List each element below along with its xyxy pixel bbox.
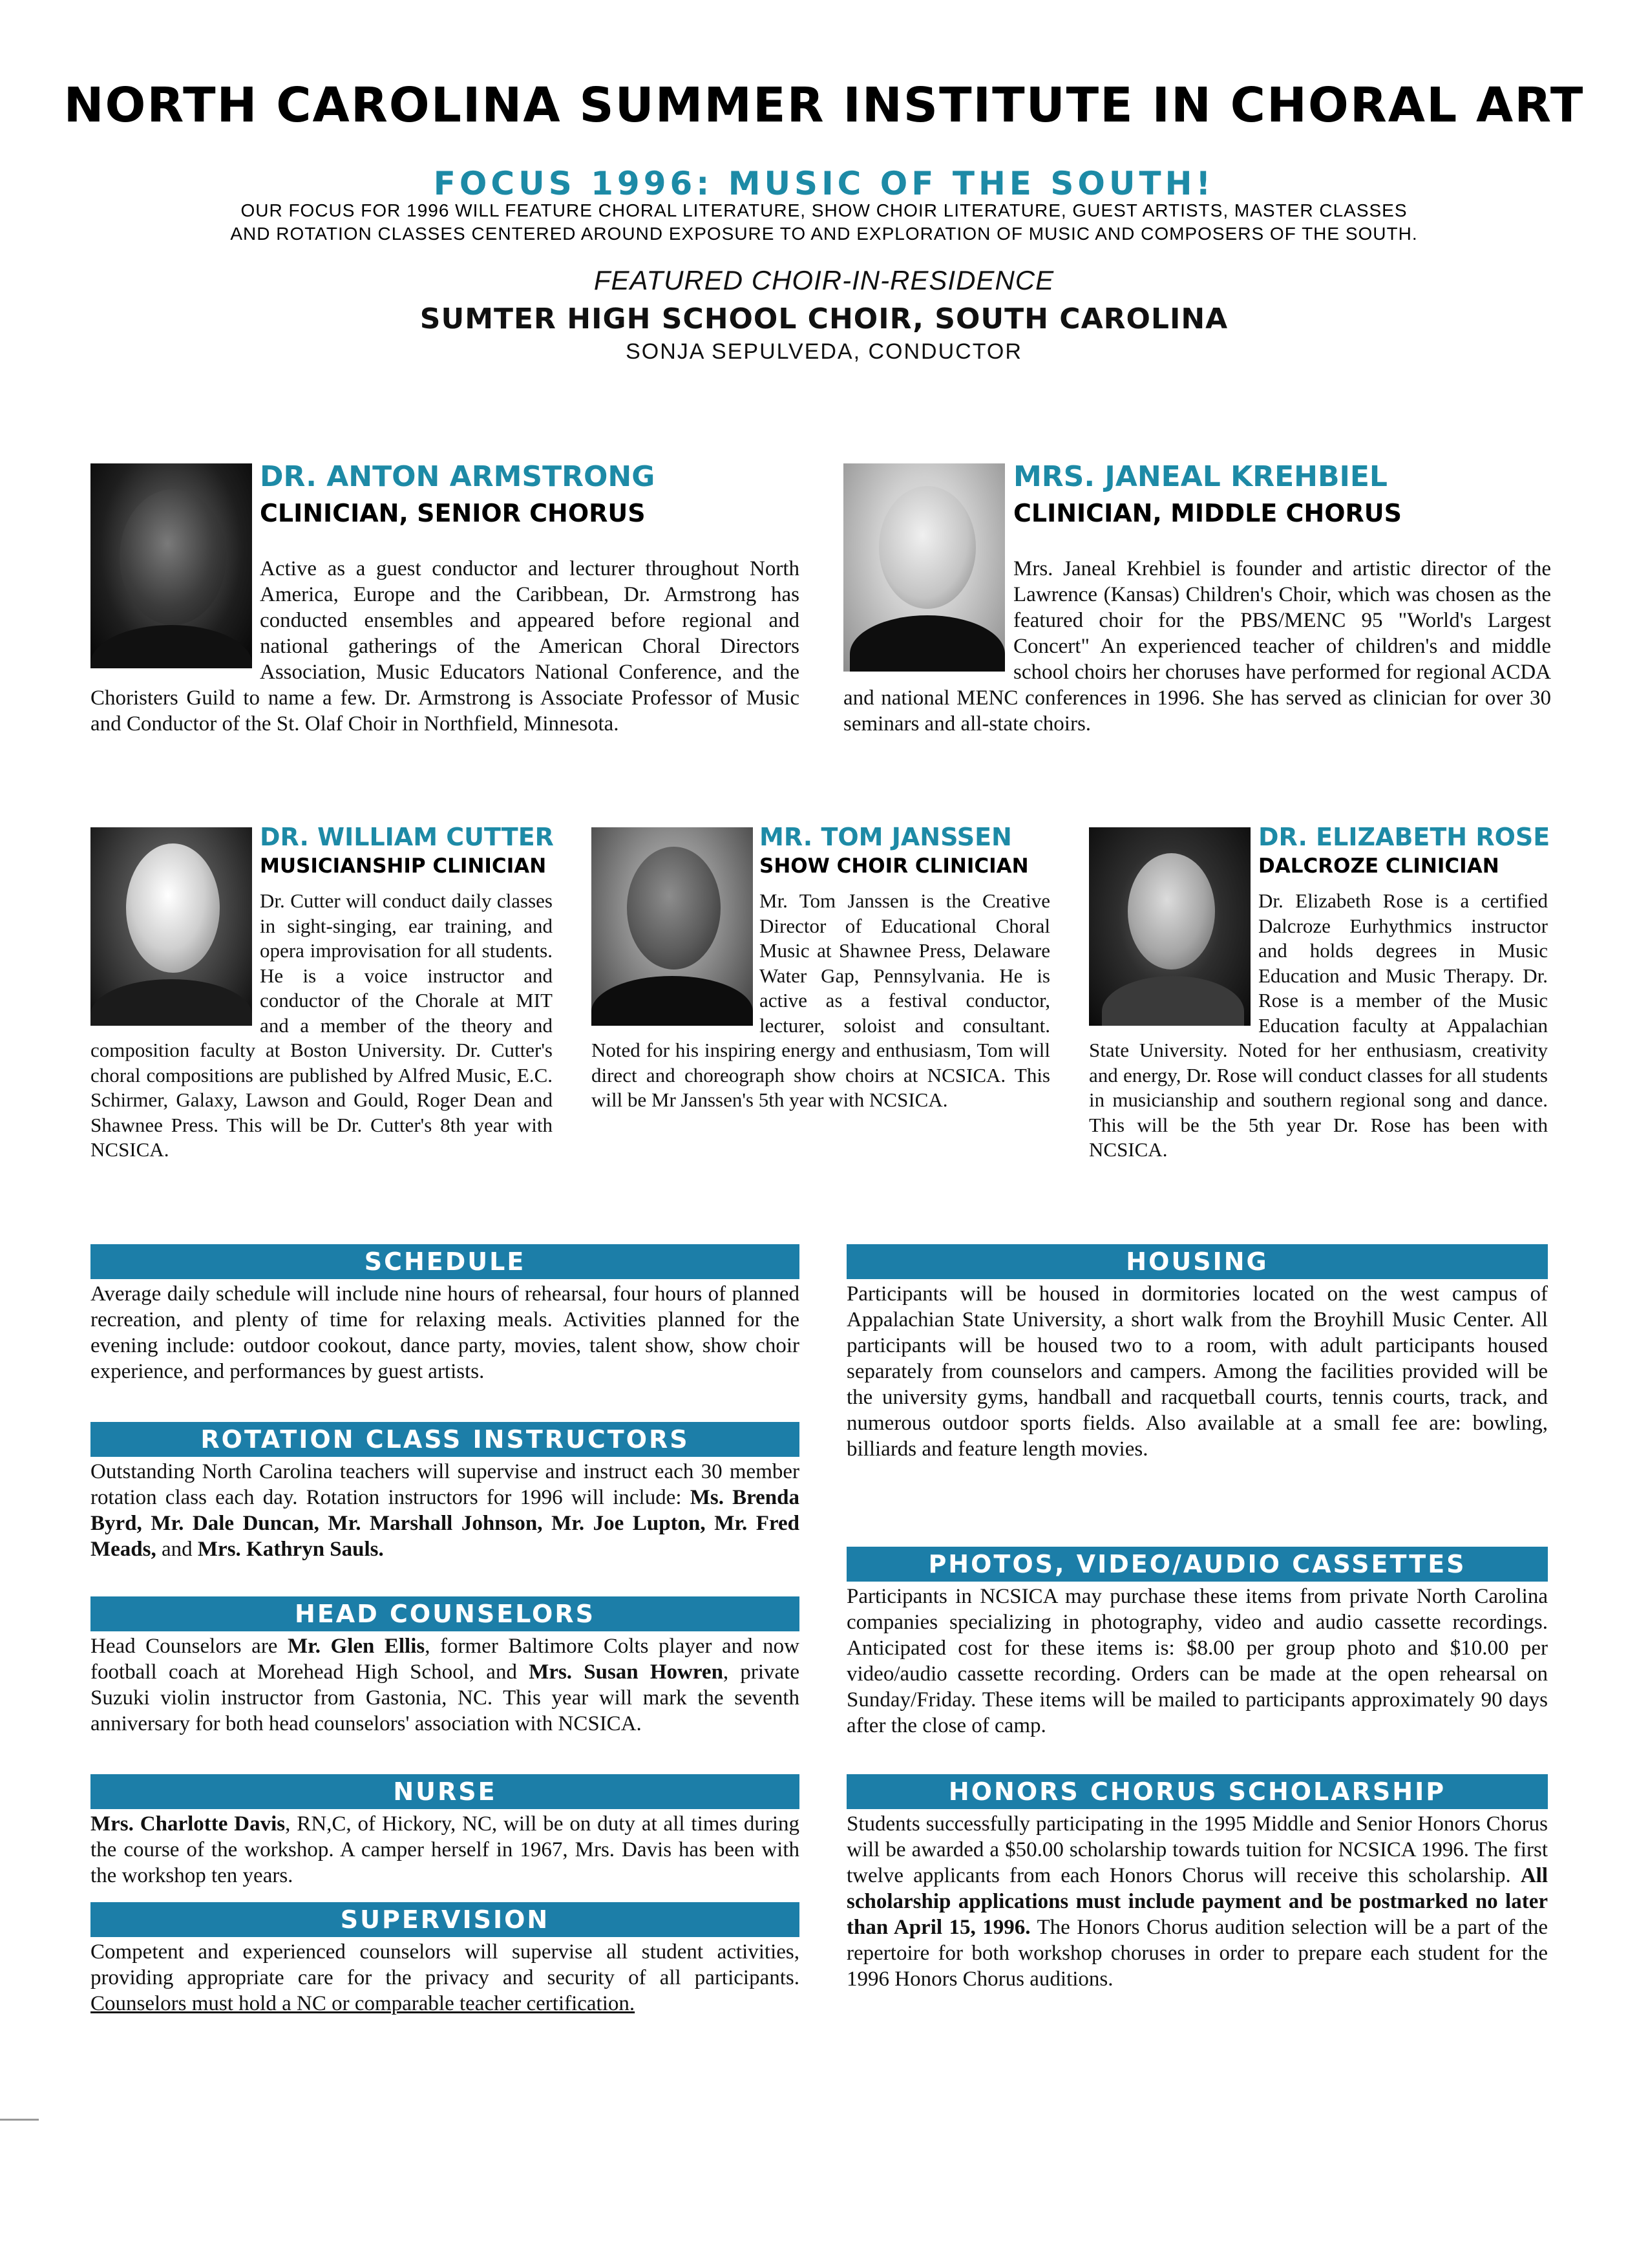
supervision-text: Competent and experienced counselors will supervise all student activities, providing appropriate care for the privacy and security of all participants. — [90, 1940, 799, 1989]
rose-bio-block — [1089, 889, 1548, 1163]
honors-heading: HONORS CHORUS SCHOLARSHIP — [847, 1774, 1548, 1809]
cutter-bio-block — [90, 889, 553, 1163]
rose-bio: Dr. Elizabeth Rose is a certified Dalcroze Eurhythmics instructor and holds degrees in Music Education and Music Therapy. Dr. Rose is a member of the Music Education faculty at Appalachian State University. Noted for her enthusiasm, creativity and energy, Dr. Rose will conduct classes for all students in musicianship and southern regional song and dance. This will be the 5th year Dr. Rose has been with NCSICA. — [1089, 889, 1548, 1161]
photos-body: Participants in NCSICA may purchase these items from private North Carolina companies specializing in photography, video and audio cassette recordings. Anticipated cost for these items is: $8.00 per group photo and $10.00 per video/audio cassette recording. Orders can be made at the open rehearsal on Sunday/Friday. These items will be mailed to participants approximately 90 days after the close of camp. — [847, 1585, 1548, 1737]
head-counselors-text-2: , former Baltimore Colts player and now football coach at Morehead High School, and — [90, 1635, 799, 1684]
rotation-instructors: Ms. Brenda Byrd, Mr. Dale Duncan, Mr. Marshall Johnson, Mr. Joe Lupton, Mr. Fred Meads, — [90, 1486, 800, 1561]
head-counselor-name-1: Mr. Glen Ellis — [287, 1635, 425, 1658]
janssen-bio-block — [591, 889, 1050, 1113]
nurse-name: Mrs. Charlotte Davis — [90, 1812, 286, 1836]
janssen-name: MR. TOM JANSSEN — [759, 823, 1012, 851]
janssen-bio: Mr. Tom Janssen is the Creative Director of Educational Choral Music at Shawnee Press, Delaware Water Gap, Pennsylvania. He is active as a festival conductor, lecturer, soloist and consultant. Noted for his inspiring energy and enthusiasm, Tom will direct and choreograph show choirs at NCSICA. This will be Mr Janssen's 5th year with NCSICA. — [591, 889, 1050, 1111]
rotation-last-instructor: Mrs. Kathryn Sauls. — [197, 1538, 384, 1561]
head-counselors-text-3: , private Suzuki violin instructor from Gastonia, NC. This year will mark the seventh anniversary for both head counselors' association with NCSICA. — [90, 1660, 799, 1735]
krehbiel-role: CLINICIAN, MIDDLE CHORUS — [1013, 499, 1402, 527]
focus-description-line-2: AND ROTATION CLASSES CENTERED AROUND EXPOSURE TO AND EXPLORATION OF MUSIC AND COMPOSERS OF THE SOUTH. — [230, 224, 1418, 244]
honors-text-1: Students successfully participating in the 1995 Middle and Senior Honors Chorus will be awarded a $50.00 scholarship towards tuition for NCSICA 1996. The first twelve applicants from each Honors Chorus will receive this scholarship. — [847, 1812, 1548, 1887]
armstrong-bio: Active as a guest conductor and lecturer throughout North America, Europe and the Caribbean, Dr. Armstrong has conducted ensembles and appeared before regional and national gatherings of the American Choral Directors Association, Music Educators National Conference, and the Choristers Guild to name a few. Dr. Armstrong is Associate Professor of Music and Conductor of the St. Olaf Choir in Northfield, Minnesota. — [90, 557, 799, 736]
armstrong-bio-block — [90, 556, 799, 737]
armstrong-name: DR. ANTON ARMSTRONG — [260, 460, 655, 493]
supervision-heading: SUPERVISION — [90, 1902, 799, 1937]
rotation-body — [90, 1459, 799, 1562]
choir-conductor: SONJA SEPULVEDA, CONDUCTOR — [626, 339, 1022, 364]
krehbiel-bio-block — [843, 556, 1551, 737]
schedule-heading: SCHEDULE — [90, 1244, 799, 1279]
head-counselors-text-1: Head Counselors are — [90, 1635, 278, 1658]
krehbiel-name: MRS. JANEAL KREHBIEL — [1013, 460, 1388, 493]
margin-mark — [0, 2119, 39, 2121]
cutter-name: DR. WILLIAM CUTTER — [260, 823, 554, 851]
cutter-bio: Dr. Cutter will conduct daily classes in sight-singing, ear training, and opera improvisation for all students. He is a voice instructor and conductor of the Chorale at MIT and a member of the theory and composition faculty at Boston University. Dr. Cutter's choral compositions are published by Alfred Music, E.C. Schirmer, Galaxy, Lawson and Gould, Roger Dean and Shawnee Press. This will be Dr. Cutter's 8th year with NCSICA. — [90, 889, 553, 1161]
page-title: NORTH CAROLINA SUMMER INSTITUTE IN CHORAL ART — [63, 78, 1585, 133]
featured-choir-name: SUMTER HIGH SCHOOL CHOIR, SOUTH CAROLINA — [419, 302, 1229, 335]
head-counselors-heading: HEAD COUNSELORS — [90, 1596, 799, 1631]
rotation-and: and — [162, 1538, 193, 1561]
head-counselors-body — [90, 1633, 799, 1737]
focus-description-line-1: OUR FOCUS FOR 1996 WILL FEATURE CHORAL LITERATURE, SHOW CHOIR LITERATURE, GUEST ARTISTS, MASTER CLASSES — [240, 200, 1408, 220]
honors-text-2: The Honors Chorus audition selection will be a part of the repertoire for both workshop choruses in order to prepare each student for the 1996 Honors Chorus auditions. — [847, 1916, 1548, 1991]
housing-body: Participants will be housed in dormitories located on the west campus of Appalachian State University, a short walk from the Broyhill Music Center. All participants will be housed two to a room, with adult participants housed separately from counselors and campers. Among the facilities provided will be the university gyms, handball and racquetball courts, tennis courts, track, and numerous outdoor sports fields. Also available at a small fee are: bowling, billiards and feature length movies. — [847, 1282, 1548, 1461]
nurse-heading: NURSE — [90, 1774, 799, 1809]
rose-role: DALCROZE CLINICIAN — [1258, 854, 1499, 878]
nurse-text: , RN,C, of Hickory, NC, will be on duty at all times during the course of the workshop. A camper herself in 1967, Mrs. Davis has been with the workshop ten years. — [90, 1812, 799, 1887]
photos-heading: PHOTOS, VIDEO/AUDIO CASSETTES — [847, 1547, 1548, 1582]
cutter-role: MUSICIANSHIP CLINICIAN — [260, 854, 547, 878]
rotation-heading: ROTATION CLASS INSTRUCTORS — [90, 1422, 799, 1457]
honors-deadline: All scholarship applications must include payment and be postmarked no later than April 15, 1996. — [847, 1864, 1548, 1939]
honors-body — [847, 1811, 1548, 1992]
focus-heading: FOCUS 1996: MUSIC OF THE SOUTH! — [433, 165, 1215, 202]
armstrong-role: CLINICIAN, SENIOR CHORUS — [260, 499, 646, 527]
rose-name: DR. ELIZABETH ROSE — [1258, 823, 1550, 851]
nurse-body — [90, 1811, 799, 1889]
focus-description — [129, 199, 1519, 246]
krehbiel-bio: Mrs. Janeal Krehbiel is founder and artistic director of the Lawrence (Kansas) Children's Choir, which was chosen as the featured choir for the PBS/MENC 95 "World's Largest Concert" An experienced teacher of children's and middle school choirs her choruses have performed for regional ACDA and national MENC conferences in 1996. She has served as clinician for over 30 seminars and all-state choirs. — [843, 557, 1551, 736]
supervision-certification: Counselors must hold a NC or comparable teacher certification. — [90, 1992, 635, 2015]
featured-choir-label: FEATURED CHOIR-IN-RESIDENCE — [593, 265, 1055, 295]
housing-heading: HOUSING — [847, 1244, 1548, 1279]
supervision-body — [90, 1939, 799, 2017]
schedule-body: Average daily schedule will include nine hours of rehearsal, four hours of planned recreation, and plenty of time for relaxing meals. Activities planned for the evening include: outdoor cookout, dance party, movies, talent show, show choir experience, and performances by guest artists. — [90, 1282, 799, 1383]
janssen-role: SHOW CHOIR CLINICIAN — [759, 854, 1029, 878]
rotation-text: Outstanding North Carolina teachers will supervise and instruct each 30 member rotation class each day. Rotation instructors for 1996 will include: — [90, 1460, 799, 1509]
head-counselor-name-2: Mrs. Susan Howren — [529, 1660, 723, 1684]
